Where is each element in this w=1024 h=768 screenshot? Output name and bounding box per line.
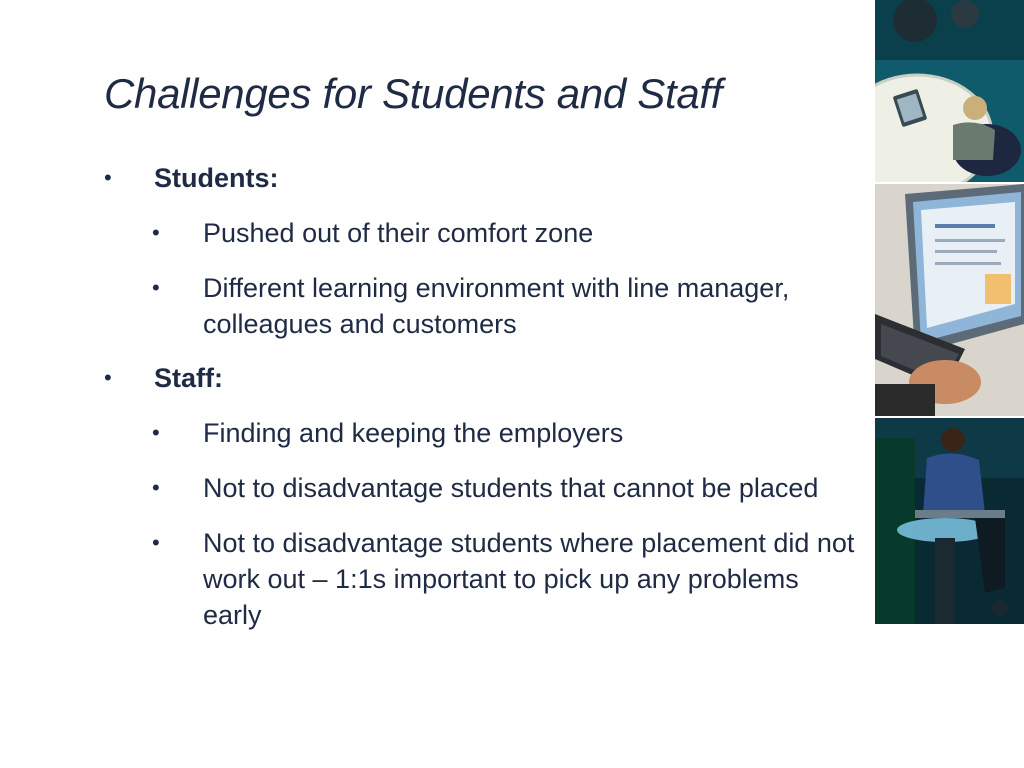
sub-bullet-text: Pushed out of their comfort zone (203, 218, 594, 248)
bullet-dot: • (104, 165, 112, 190)
sub-bullet (104, 525, 864, 633)
sub-bullet-text: Different learning environment with line manager, colleagues and customers (203, 273, 790, 339)
bullet-dot: • (152, 530, 160, 555)
bullet-list (104, 160, 864, 633)
bullet-dot: • (104, 365, 112, 390)
bullet-staff (104, 360, 864, 396)
photo-man-at-desk (875, 418, 1024, 624)
bullet-students (104, 160, 864, 196)
photo-keyboard-monitor (875, 184, 1024, 416)
sub-bullet (104, 470, 864, 506)
photo-strip (875, 0, 1024, 624)
bullet-label: Students: (154, 163, 279, 193)
sub-bullet-text: Not to disadvantage students where placement did not work out – 1:1s important to pick up any problems early (203, 528, 855, 630)
sub-bullet-text: Not to disadvantage students that cannot be placed (203, 473, 819, 503)
bullet-label: Staff: (154, 363, 223, 393)
sub-bullet (104, 415, 864, 451)
sub-bullet-text: Finding and keeping the employers (203, 418, 624, 448)
sub-bullet (104, 215, 864, 251)
slide-title: Challenges for Students and Staff (104, 70, 723, 117)
bullet-dot: • (152, 475, 160, 500)
sub-bullet (104, 270, 864, 342)
bullet-dot: • (152, 275, 160, 300)
bullet-dot: • (152, 220, 160, 245)
bullet-dot: • (152, 420, 160, 445)
photo-overhead-desk (875, 0, 1024, 182)
